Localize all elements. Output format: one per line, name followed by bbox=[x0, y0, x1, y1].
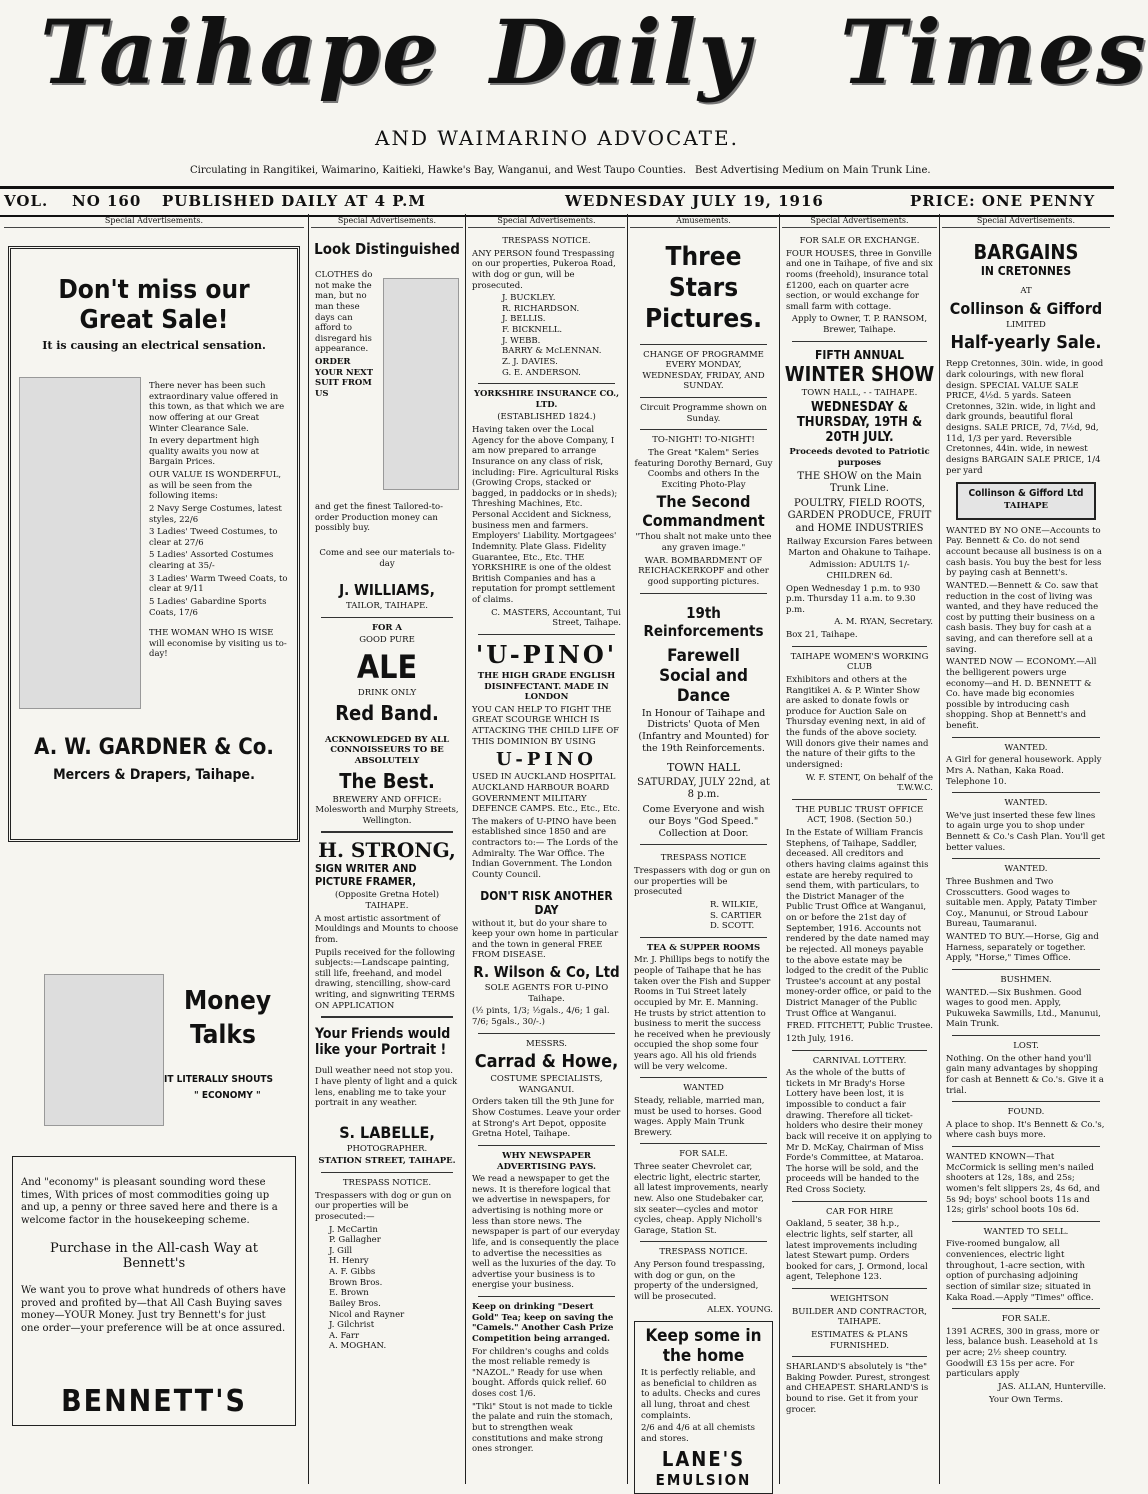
wanted-now: WANTED NOW — ECONOMY.—All the belligerent powers urge economy—and H. D. BENNETT & Co. have made big economies possible by introducing cash shopping. Shop at Bennett's and benefit. bbox=[946, 657, 1097, 731]
station-street: STATION STREET, TAIHAPE. bbox=[318, 1156, 456, 1167]
trespass-list-item: A. F. Gibbs bbox=[329, 1267, 376, 1277]
tea-rooms-heading: TEA & SUPPER ROOMS bbox=[646, 942, 761, 953]
town-hall: TOWN HALL bbox=[667, 761, 740, 775]
trespass-list-item: R. RICHARDSON. bbox=[502, 303, 580, 314]
yorkshire-established: (ESTABLISHED 1824.) bbox=[497, 412, 596, 423]
gardner-paragraph: There never has been such extraordinary value offered in this town, as that which we are now offering at our Great Winter Clearance Sale. bbox=[149, 381, 285, 434]
builder-contractor: BUILDER AND CONTRACTOR, TAIHAPE. bbox=[792, 1306, 927, 1328]
sharlands: SHARLAND'S absolutely is "the" Baking Powder. Purest, strongest and CHEAPEST. SHARLAND'S is bound to rise. Get it from your grocer. bbox=[786, 1362, 930, 1415]
trespass-paragraph: ANY PERSON found Trespassing on our properties, Pukeroa Road, with dog or gun, will be prosecuted. bbox=[472, 248, 616, 291]
why-heading: WHY NEWSPAPER ADVERTISING PAYS. bbox=[496, 1150, 597, 1172]
publication-schedule: PUBLISHED DAILY AT 4 P.M bbox=[162, 192, 426, 210]
trespass-list-item: Z. J. DAVIES. bbox=[502, 356, 558, 367]
trespass-list-item: J. BELLIS. bbox=[502, 314, 546, 325]
red-band-name: Red Band. bbox=[335, 700, 439, 725]
opening-hours: Open Wednesday 1 p.m. to 930 p.m. Thursday 11 a.m. to 9.30 p.m. bbox=[786, 583, 921, 615]
wanted-to-sell-heading: WANTED TO SELL. bbox=[983, 1226, 1069, 1237]
at-label: AT bbox=[1020, 286, 1032, 296]
gardner-trade: Mercers & Drapers, Taihape. bbox=[53, 767, 255, 783]
wanted-paragraph: We've just inserted these few lines to again urge you to shop under Bennett & Co.'s Cash Plan. You'll get better values. bbox=[946, 810, 1105, 853]
club-paragraph: Exhibitors and others at the Rangitikei A. & P. Winter Show are asked to donate fowls or produce for Auction Sale on Thursday evening next, in aid of the funds of the above society. Will donors give their names and the nature of their gifts to the undersigned: bbox=[786, 674, 929, 770]
bushmen-heading: BUSHMEN. bbox=[1000, 974, 1052, 985]
issue-number: NO 160 bbox=[72, 192, 142, 210]
trespass-list-item: A. MOGHAN. bbox=[329, 1341, 387, 1352]
gardner-item: 2 Navy Serge Costumes, latest styles, 22/6 bbox=[149, 503, 282, 525]
car-hire-heading: CAR FOR HIRE bbox=[825, 1206, 894, 1217]
railway-fares: Railway Excursion Fares between Marton and Ohakune to Taihape. bbox=[786, 537, 933, 558]
strong-name: H. STRONG, bbox=[318, 838, 456, 863]
social-dance-headline: Social and Dance bbox=[659, 665, 748, 706]
bargains-headline: BARGAINS bbox=[973, 240, 1079, 264]
column-header: Amusements. bbox=[630, 214, 777, 228]
brewery-address: BREWERY AND OFFICE: Molesworth and Murphy Streets, Wellington. bbox=[315, 794, 459, 826]
column-2 bbox=[311, 214, 463, 1484]
tonight: TO-NIGHT! TO-NIGHT! bbox=[652, 435, 755, 446]
trespass-list-item: J. Gill bbox=[329, 1245, 353, 1256]
gardner-title-2: Great Sale! bbox=[79, 305, 229, 335]
come-everyone: Come Everyone and wish our Boys "God Speed." Collection at Door. bbox=[642, 803, 765, 839]
look-distinguished: Look Distinguished bbox=[314, 240, 460, 258]
column-5 bbox=[782, 214, 937, 1484]
ale-headline: ALE bbox=[356, 648, 418, 686]
upino-headline: 'U-PINO' bbox=[475, 639, 618, 669]
club-heading: TAIHAPE WOMEN'S WORKING CLUB bbox=[790, 651, 929, 673]
desert-gold: Keep on drinking "Desert Gold" Tea; keep on saving the "Camels." Another Cash Prize Competition being arranged. bbox=[472, 1302, 614, 1344]
upino-name: U-PINO bbox=[496, 749, 597, 771]
trespass-list-item: H. Henry bbox=[329, 1256, 369, 1267]
finest-text: and get the finest Tailored-to-order Production money can possibly buy. bbox=[315, 502, 443, 534]
trespass-list-item: S. CARTIER bbox=[710, 910, 762, 921]
wanted-heading: WANTED. bbox=[1004, 798, 1048, 809]
trespass-list-item: J. WEBB. bbox=[502, 335, 541, 346]
carnival-paragraph: As the whole of the butts of tickets in Mr Brady's Horse Lottery have been lost, it is impossible to conduct a fair drawing. Therefore all ticket-holders who desire their money back will receive it on applying to Mr D. McKay, Chairman of Miss Forde's Committee, at Mataroa. The horse will be sold, and the proceeds will be handed to the Red Cross Society. bbox=[786, 1068, 932, 1195]
wilson-subtitle: SOLE AGENTS FOR U-PINO Taihape. bbox=[484, 983, 609, 1004]
friends-paragraph: Dull weather need not stop you. I have plenty of light and a quick lens, enabling me to take your portrait in any weather. bbox=[315, 1066, 458, 1109]
trespass-name: ALEX. YOUNG. bbox=[707, 1304, 773, 1315]
wanted-to-buy: WANTED TO BUY.—Horse, Gig and Harness, separately or together. Apply, "Horse," Times Office. bbox=[946, 932, 1099, 964]
half-yearly-sale: Half-yearly Sale. bbox=[950, 332, 1102, 354]
gardner-paragraph: In every department high quality awaits you now at Bargain Prices. bbox=[149, 436, 260, 468]
trespass-list-item: G. E. ANDERSON. bbox=[502, 367, 581, 378]
column-4 bbox=[630, 214, 777, 1489]
wilson-prices: (½ pints, 1/3; ½gals., 4/6; 1 gal. 7/6; 5gals., 30/-.) bbox=[472, 1006, 610, 1027]
carrad-name: Carrad & Howe, bbox=[474, 1051, 619, 1073]
column-header: Special Advertisements. bbox=[4, 214, 304, 228]
bennetts-ad bbox=[12, 1156, 296, 1426]
advertising-note: Best Advertising Medium on Main Trunk Line. bbox=[695, 165, 931, 176]
gardner-item: 5 Ladies' Gabardine Sports Coats, 17/6 bbox=[149, 596, 267, 618]
trespass-list-item: D. SCOTT. bbox=[710, 921, 755, 932]
column-header: Special Advertisements. bbox=[311, 214, 463, 228]
wanted-bennett: WANTED.—Bennett & Co. saw that reduction in the cost of living was wanted, and they have reduced the cost by putting their business on a cash basis. They buy for cash at a saving, and can therefore sell at a saving. bbox=[946, 580, 1099, 655]
car-hire-paragraph: Oakland, 5 seater, 38 h.p., electric lights, self starter, all latest improvements including latest Stewart pump. Orders booked for cars, J. Ormond, local agent, Telephone 123. bbox=[786, 1219, 928, 1283]
masthead-word-times: Times bbox=[840, 0, 1148, 104]
gardner-paragraph: OUR VALUE IS WONDERFUL, as will be seen from the following items: bbox=[149, 470, 282, 502]
wilson-name: R. Wilson & Co, Ltd bbox=[473, 963, 620, 981]
column-header: Special Advertisements. bbox=[468, 214, 625, 228]
nazol: For children's coughs and colds the most reliable remedy is "NAZOL." Ready for use when bought. Affords quick relief. 60 doses cost 1/6. bbox=[472, 1346, 609, 1399]
bennett-paragraph: We want you to prove what hundreds of others have proved and profited by—that All Cash Buying saves money—YOUR Money. Just try Bennett's for just one order—your preference will be at once assured. bbox=[21, 1285, 286, 1334]
bushmen-paragraph: WANTED.—Six Bushmen. Good wages to good men. Apply, Pukuweka Sawmills, Ltd., Manunui, Main Trunk. bbox=[946, 987, 1101, 1030]
masters-signature: C. MASTERS, Accountant, Tui Street, Taihape. bbox=[491, 607, 621, 629]
lost-paragraph: Nothing. On the other hand you'll gain many advantages by shopping for cash at Bennett & Co.'s. Give it a trial. bbox=[946, 1053, 1104, 1096]
upino-subtitle: THE HIGH GRADE ENGLISH DISINFECTANT. MADE IN LONDON bbox=[477, 670, 616, 703]
money-talks-ad bbox=[4, 966, 304, 1156]
masthead-word-daily: Daily bbox=[490, 0, 752, 104]
come-text: Come and see our materials to-day bbox=[319, 547, 455, 569]
your-own-terms: Your Own Terms. bbox=[989, 1394, 1063, 1405]
saturday-date: SATURDAY, JULY 22nd, at 8 p.m. bbox=[637, 776, 770, 801]
trespass-list-item: Bailey Bros. bbox=[329, 1298, 381, 1309]
dateline bbox=[0, 186, 1114, 217]
trespass-list-item: J. Gilchrist bbox=[329, 1320, 375, 1331]
money-headline: Money bbox=[184, 986, 272, 1016]
volume: VOL. bbox=[4, 192, 49, 210]
keep-some-headline: Keep some in the home bbox=[645, 1326, 762, 1367]
dont-risk: DON'T RISK ANOTHER DAY bbox=[480, 888, 613, 917]
trespass-list-item: A. Farr bbox=[329, 1330, 360, 1341]
gardner-paragraph: THE WOMAN WHO IS WISE will economise by visiting us to-day! bbox=[149, 628, 287, 660]
trespass-list-item: F. BICKNELL. bbox=[502, 325, 563, 335]
column-header: Special Advertisements. bbox=[782, 214, 937, 228]
trespass-list-item: Nicol and Rayner bbox=[329, 1309, 405, 1320]
gardner-subtitle: It is causing an electrical sensation. bbox=[42, 339, 266, 352]
wanted-heading: WANTED. bbox=[1004, 742, 1048, 753]
upino-used: USED IN AUCKLAND HOSPITAL AUCKLAND HARBOUR BOARD GOVERNMENT MILITARY DEFENCE CAMPS. Etc., Etc., Etc. bbox=[472, 772, 621, 815]
red-band-good: GOOD PURE bbox=[359, 635, 415, 646]
allan-signature: JAS. ALLAN, Hunterville. bbox=[998, 1381, 1106, 1392]
trespass-heading: TRESPASS NOTICE bbox=[660, 853, 747, 864]
order-text: ORDER YOUR NEXT SUIT FROM US bbox=[315, 357, 374, 399]
sign-writer: SIGN WRITER AND PICTURE FRAMER, bbox=[315, 862, 417, 889]
sale-exchange-heading: FOR SALE OR EXCHANGE. bbox=[799, 236, 920, 246]
carrad-subtitle: COSTUME SPECIALISTS, WANGANUI. bbox=[490, 1074, 603, 1095]
cretonnes-paragraph: Repp Cretonnes, 30in. wide, in good dark colourings, with new floral design. SPECIAL VALUE SALE PRICE, 4½d. 5 yards. Sateen Cretonnes, 32in. wide, in light and dark grounds, beautiful floral designs. SALE PRICE, 7d, 7½d, 9d, 11d, 1/3 per yard. Reversible Cretonnes, 44in. wide, in newest designs BARGAIN SALE PRICE, 1/4 per yard bbox=[946, 359, 1104, 476]
town-hall: TOWN HALL, - - TAIHAPE. bbox=[801, 387, 918, 398]
yorkshire-paragraph: Having taken over the Local Agency for the above Company, I am now prepared to arrange Insurance on any class of risk, including: Fire. Agricultural Risks (Growing Crops, stacked or bagged, in paddocks or in sheds); Threshing Machines, Etc. Personal Accident and Sickness, business men and farmers. Employers' Liability. Mortgagees' Indemnity. Plate Glass. Fidelity Guarantee, Etc., Etc. THE YORKSHIRE is one of the oldest British Companies and has a reputation for prompt settlement of claims. bbox=[472, 425, 619, 605]
column-6 bbox=[942, 214, 1110, 1484]
tiki: "Tiki" Stout is not made to tickle the palate and ruin the stomach, but to strengthen weak constitutions and make strong ones stronger. bbox=[472, 1401, 613, 1455]
issue-date: WEDNESDAY JULY 19, 1916 bbox=[565, 192, 824, 210]
found-paragraph: A place to shop. It's Bennett & Co.'s, where cash buys more. bbox=[946, 1119, 1105, 1141]
trespass-list-item: P. Gallagher bbox=[329, 1235, 381, 1246]
trespass-list-item: Brown Bros. bbox=[329, 1277, 383, 1288]
gardner-name: A. W. GARDNER & Co. bbox=[34, 735, 274, 760]
trespass-paragraph: Trespassers with dog or gun on our properties will be prosecuted bbox=[634, 866, 771, 898]
price: PRICE: ONE PENNY bbox=[910, 192, 1096, 210]
limited-label: LIMITED bbox=[1006, 319, 1046, 330]
second-commandment: The Second Commandment bbox=[642, 492, 765, 531]
labelle-name: S. LABELLE, bbox=[339, 1122, 435, 1142]
dont-risk-paragraph: without it, but do your share to keep your own home in particular and the town in general FREE FROM DISEASE. bbox=[472, 918, 619, 961]
gardner-title: Don't miss our bbox=[58, 275, 250, 305]
graven-image: "Thou shalt not make unto thee any graven image." bbox=[635, 532, 772, 554]
column-1 bbox=[4, 214, 304, 1484]
bennetts-name: BENNETT'S bbox=[61, 1384, 247, 1419]
friends-headline: Your Friends would like your Portrait ! bbox=[315, 1026, 451, 1059]
talks-headline: Talks bbox=[190, 1020, 256, 1050]
shouts-line: IT LITERALLY SHOUTS bbox=[164, 1074, 273, 1085]
farewell-headline: Farewell bbox=[667, 645, 740, 666]
for-sale-paragraph: Three seater Chevrolet car, electric light, electric starter, all latest improvements, nearly new. Also one Studebaker car, six seater—cycles and motor cycles, cheap. Apply Nicholl's Garage, Station St. bbox=[634, 1162, 769, 1236]
drink-only: DRINK ONLY bbox=[357, 688, 417, 698]
proceeds: Proceeds devoted to Patriotic purposes bbox=[789, 447, 930, 468]
trespass-list-item: J. McCartin bbox=[329, 1224, 378, 1235]
estimates: ESTIMATES & PLANS FURNISHED. bbox=[811, 1329, 908, 1351]
column-header: Special Advertisements. bbox=[942, 214, 1110, 228]
fitchett-signature: FRED. FITCHETT, Public Trustee. bbox=[786, 1021, 933, 1032]
sale-exchange-paragraph: FOUR HOUSES, three in Gonville and one in Taihape, of five and six rooms (freehold), insurance total £1200, each on quarter acre section, or would exchange for small farm with cottage. bbox=[786, 248, 933, 312]
cretonnes-headline: IN CRETONNES bbox=[980, 264, 1072, 278]
wanted-heading: WANTED. bbox=[1004, 864, 1048, 875]
programme-change: CHANGE OF PROGRAMME EVERY MONDAY, WEDNESDAY, FRIDAY, AND SUNDAY. bbox=[642, 349, 765, 392]
show-main-trunk: THE SHOW on the Main Trunk Line. bbox=[797, 470, 922, 494]
trespass-heading-2: TRESPASS NOTICE. bbox=[659, 1247, 748, 1258]
trust-date: 12th July, 1916. bbox=[786, 1033, 854, 1044]
circulation-note: Circulating in Rangitikei, Waimarino, Kaitieki, Hawke's Bay, Wanganui, and West Taupo Counties. bbox=[190, 165, 687, 176]
bennett-paragraph: And "economy" is pleasant sounding word these times, With prices of most commodities going up and up, a penny or three saved here and there is a welcome factor in the housekeeping scheme. bbox=[21, 1177, 278, 1226]
clothes-text: CLOTHES do not make the man, but no man these days can afford to disregard his appearance. bbox=[315, 270, 373, 355]
carnival-heading: CARNIVAL LOTTERY. bbox=[812, 1055, 907, 1066]
gardner-item: 5 Ladies' Assorted Costumes clearing at 35/- bbox=[149, 550, 274, 571]
stent-signature: W. F. STENT, On behalf of the T.W.W.C. bbox=[805, 772, 933, 794]
carrad-paragraph: Orders taken till the 9th June for Show Costumes. Leave your order at Strong's Art Depot, opposite Gretna Hotel, Taihape. bbox=[472, 1097, 621, 1140]
why-paragraph: We read a newspaper to get the news. It is therefore logical that we advertise in newspapers, for advertising is nothing more or less than store news. The newspaper is part of our everyday life, and is consequently the place to advertise the necessities as well as the luxuries of the day. To advertise your business is to energise your business. bbox=[472, 1174, 620, 1291]
fifth-annual: FIFTH ANNUAL bbox=[815, 347, 904, 362]
messrs: MESSRS. bbox=[525, 1038, 568, 1049]
for-sale-heading: FOR SALE. bbox=[679, 1149, 728, 1160]
honour-text: In Honour of Taihape and Districts' Quota of Men (Infantry and Mounted) for the 19th Reinforcements. bbox=[638, 707, 769, 755]
gardner-ad bbox=[8, 246, 300, 842]
trespass-heading: TRESPASS NOTICE. bbox=[342, 1178, 432, 1188]
lanes-emulsion-ad bbox=[634, 1321, 773, 1493]
trust-paragraph: In the Estate of William Francis Stephens, of Taihape, Saddler, deceased. All creditors and others having claims against this estate are hereby required to send them, with particulars, to the District Manager of the Public Trust Office at Wanganui, on or before the 21st day of September, 1916. Accounts not rendered by the date named may be rejected. All moneys payable to the above estate may be lodged to the credit of the Public Trustee's account at any postal money-order office, or paid to the District Manager of the Public Trust Office at Wanganui. bbox=[786, 828, 932, 1019]
upino-paragraph: YOU CAN HELP TO FIGHT THE GREAT SCOURGE WHICH IS ATTACKING THE CHILD LIFE OF THIS DOMINION BY USING bbox=[472, 704, 620, 747]
logo-town: TAIHAPE bbox=[1004, 501, 1048, 512]
reinforcements-headline: 19th Reinforcements bbox=[643, 603, 764, 640]
lanes-name: LANE'S bbox=[661, 1446, 746, 1471]
kalem-series: The Great "Kalem" Series featuring Dorothy Bernard, Guy Coombs and others In the Exciting Photo-Play bbox=[634, 447, 773, 490]
economy-line: " ECONOMY " bbox=[194, 1090, 261, 1101]
show-categories: POULTRY, FIELD ROOTS, GARDEN PRODUCE, FRUIT and HOME INDUSTRIES bbox=[787, 497, 932, 534]
weightson-name: WEIGHTSON bbox=[830, 1294, 889, 1304]
trespass-paragraph: Trespassers with dog or gun on our properties will be prosecuted:— bbox=[315, 1190, 452, 1222]
williams-address: TAILOR, TAIHAPE. bbox=[346, 601, 428, 612]
trespass-list-item: R. WILKIE, bbox=[710, 899, 759, 910]
for-sale-heading: FOR SALE. bbox=[1001, 1314, 1051, 1325]
trespass-paragraph-2: Any Person found trespassing, with dog or gun, on the property of the undersigned, will be prosecuted. bbox=[634, 1260, 765, 1302]
acknowledged-text: ACKNOWLEDGED BY ALL CONNOISSEURS TO BE ABSOLUTELY bbox=[325, 734, 449, 766]
woman-telephone-illustration bbox=[44, 974, 164, 1126]
strong-address: (Opposite Gretna Hotel) TAIHAPE. bbox=[334, 890, 440, 911]
photographer: PHOTOGRAPHER. bbox=[346, 1143, 428, 1154]
wanted-heading: WANTED bbox=[683, 1083, 724, 1094]
lanes-price: 2/6 and 4/6 at all chemists and stores. bbox=[641, 1423, 756, 1444]
yorkshire-heading: YORKSHIRE INSURANCE CO., LTD. bbox=[473, 389, 620, 410]
wanted-paragraph: Three Bushmen and Two Crosscutters. Good wages to suitable men. Apply, Pataty Timber Coy., Manunui, or Stroud Labour Bureau, Taumaranui. bbox=[946, 876, 1097, 930]
masthead-subtitle: AND WAIMARINO ADVOCATE. bbox=[375, 126, 739, 150]
wanted-paragraph: Steady, reliable, married man, must be used to horses. Good wages. Apply Main Trunk Brewery. bbox=[634, 1095, 765, 1138]
bennett-heading: Purchase in the All-cash Way at Bennett's bbox=[49, 1241, 259, 1271]
winter-show-headline: WINTER SHOW bbox=[784, 361, 935, 386]
wanted-to-sell-paragraph: Five-roomed bungalow, all conveniences, electric light throughout, 1-acre section, with option of purchasing adjoining section of similar size; situated in Kaka Road.—Apply "Times" office. bbox=[946, 1239, 1094, 1303]
lanes-paragraph: It is perfectly reliable, and as beneficial to children as to adults. Checks and cures all lung, throat and chest complaints. bbox=[641, 1368, 761, 1421]
circuit-programme: Circuit Programme shown on Sunday. bbox=[640, 403, 767, 424]
trespass-list-item: E. Brown bbox=[329, 1288, 369, 1299]
woman-coat-illustration bbox=[19, 377, 141, 709]
masthead-word-taihape: Taihape bbox=[40, 0, 441, 104]
gardner-item: 3 Ladies' Tweed Costumes, to clear at 27/6 bbox=[149, 527, 278, 548]
gentleman-illustration bbox=[383, 278, 459, 490]
trespass-heading: TRESPASS NOTICE. bbox=[502, 236, 591, 246]
collinson-logo bbox=[956, 482, 1096, 520]
red-band-for: FOR A bbox=[371, 622, 403, 633]
trespass-list-item: BARRY & McLENNAN. bbox=[502, 346, 602, 357]
strong-paragraph: Pupils received for the following subjects:—Landscape painting, still life, freehand, and model drawing, stencilling, show-card writing, and signwriting TERMS ON APPLICATION bbox=[315, 947, 456, 1011]
upino-makers: The makers of U-PINO have been established since 1850 and are contractors to:— The Lords of the Admiralty. The War Office. The Indian Government. The London County Council. bbox=[472, 816, 619, 880]
collinson-name: Collinson & Gifford bbox=[949, 298, 1103, 318]
strong-paragraph: A most artistic assortment of Mouldings and Mounts to choose from. bbox=[315, 913, 459, 945]
show-dates: WEDNESDAY & THURSDAY, 19TH & 20TH JULY. bbox=[796, 400, 923, 446]
three-stars-headline: Three Stars Pictures. bbox=[644, 242, 763, 335]
ransom-signature: Apply to Owner, T. P. RANSOM, Brewer, Taihape. bbox=[791, 314, 928, 335]
trespass-list-item: J. BUCKLEY. bbox=[502, 293, 556, 304]
found-heading: FOUND. bbox=[1007, 1107, 1045, 1118]
masthead bbox=[0, 0, 1148, 190]
logo-name: Collinson & Gifford Ltd bbox=[968, 488, 1084, 500]
box-address: Box 21, Taihape. bbox=[786, 630, 858, 640]
war-bombardment: WAR. BOMBARDMENT OF REICHACKERKOPF and other good supporting pictures. bbox=[638, 555, 769, 587]
trust-heading: THE PUBLIC TRUST OFFICE ACT, 1908. (Section 50.) bbox=[795, 804, 924, 826]
for-sale-paragraph: 1391 ACRES, 300 in grass, more or less, balance bush. Leasehold at 1s per acre; 2½ sheep country. Goodwill £3 15s per acre. For particulars apply bbox=[946, 1326, 1100, 1380]
williams-name: J. WILLIAMS, bbox=[339, 581, 435, 600]
column-3 bbox=[468, 214, 625, 1484]
wanted-paragraph: A Girl for general housework. Apply Mrs A. Nathan, Kaka Road. Telephone 10. bbox=[946, 755, 1102, 787]
wanted-known: WANTED KNOWN—That McCormick is selling men's nailed shooters at 12s, 18s, and 25s; women's felt slippers 2s, 4s 6d, and 5s 9d; boys' school boots 11s and 12s; girls' school boots 10s 6d. bbox=[946, 1152, 1101, 1216]
tea-rooms-paragraph: Mr. J. Phillips begs to notify the people of Taihape that he has taken over the Fish and Supper Rooms in Tui Street lately occupied by Mr. E. Manning. He trusts by strict attention to business to merit the success he received when he previously occupied the shop some four years ago. All his old friends will be very welcome. bbox=[634, 955, 771, 1072]
ryan-signature: A. M. RYAN, Secretary. bbox=[834, 617, 933, 628]
emulsion-name: EMULSION bbox=[655, 1470, 752, 1489]
the-best: The Best. bbox=[339, 768, 435, 793]
admission: Admission: ADULTS 1/- CHILDREN 6d. bbox=[809, 560, 910, 581]
gardner-item: 3 Ladies' Warm Tweed Coats, to clear at 9/11 bbox=[149, 573, 288, 595]
wanted-by-no-one: WANTED BY NO ONE—Accounts to Pay. Bennett & Co. do not send account because all business is on a cash basis. You buy the best for less by paying cash at Bennett's. bbox=[946, 525, 1102, 579]
lost-heading: LOST. bbox=[1013, 1041, 1039, 1051]
